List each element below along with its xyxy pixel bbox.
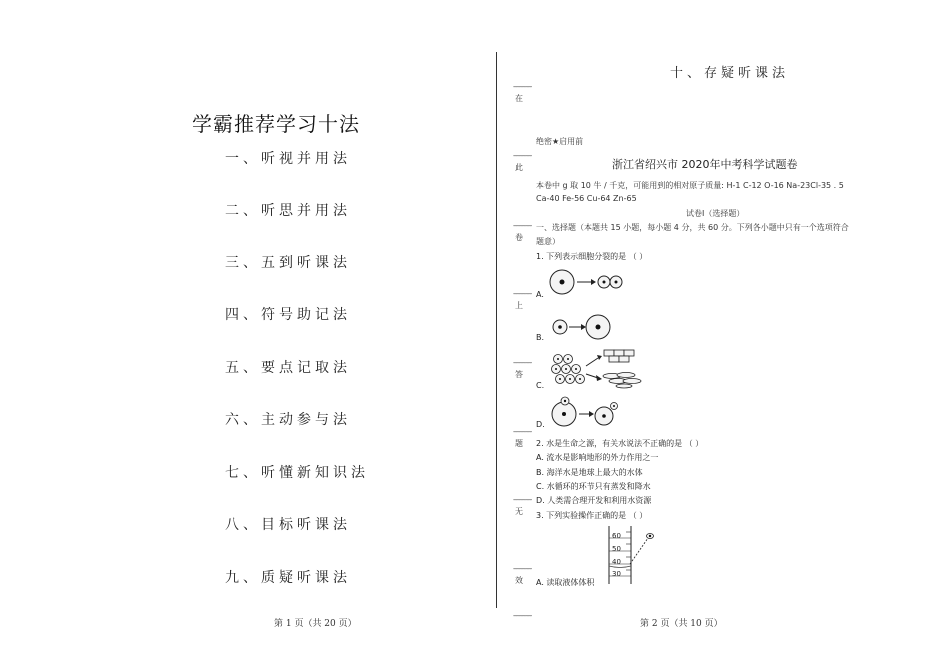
margin-dash: ------------ [513, 290, 532, 298]
method-title-10: 十、存疑听课法 [670, 66, 790, 81]
option-label: A. [536, 290, 544, 299]
option-text: C. 水循环的环节只有蒸发和降水 [536, 482, 651, 491]
margin-char: 卷 [515, 233, 523, 242]
method-item: 二、听思并用法 [225, 203, 351, 219]
question-stem: 1. 下列表示细胞分裂的是 （ ） [536, 252, 648, 261]
method-item: 九、质疑听课法 [225, 570, 351, 586]
exam-title: 浙江省绍兴市 2020年中考科学试题卷 [612, 158, 798, 171]
margin-dash: ------------ [513, 612, 532, 620]
method-item: 八、目标听课法 [225, 517, 351, 533]
method-item: 五、要点记取法 [225, 360, 351, 376]
margin-dash: ------------ [513, 565, 532, 573]
margin-char: 无 [515, 507, 523, 516]
margin-char: 答 [515, 370, 523, 379]
page-title: 学霸推荐学习十法 [192, 112, 360, 136]
margin-char: 效 [515, 576, 523, 585]
margin-dash: ------------ [513, 83, 532, 91]
cylinder-mark: 30 [612, 570, 621, 578]
margin-char: 在 [515, 94, 523, 103]
question-stem: 2. 水是生命之源，有关水说法不正确的是 （ ） [536, 439, 704, 448]
option-label: B. [536, 333, 545, 342]
method-item: 六、主动参与法 [225, 412, 351, 428]
section-instructions: 题意） [536, 237, 560, 246]
section-title: 试卷Ⅰ（选择题） [686, 209, 745, 218]
method-item: 四、符号助记法 [225, 307, 351, 323]
option-text: A. 流水是影响地形的外力作用之一 [536, 453, 659, 462]
cell-differentiation-figure-c [548, 348, 644, 390]
exam-info-line: 本卷中 g 取 10 牛 / 千克，可能用到的相对原子质量: H-1 C-12 O-16 Na-23Cl-35 . 5 [536, 181, 844, 190]
margin-dash: ------------ [513, 496, 532, 504]
margin-dash: ------------ [513, 359, 532, 367]
page-footer-left: 第 1 页（共 20 页） [274, 619, 357, 629]
cylinder-mark: 40 [612, 558, 621, 566]
option-label: C. [536, 381, 545, 390]
page-footer-right: 第 2 页（共 10 页） [640, 619, 723, 629]
cell-division-figure-a [548, 266, 624, 298]
option-label: D. [536, 420, 545, 429]
cylinder-mark: 50 [612, 545, 621, 553]
margin-char: 题 [515, 439, 523, 448]
graduated-cylinder-figure [604, 526, 660, 584]
exam-info-line: Ca-40 Fe-56 Cu-64 Zn-65 [536, 194, 637, 203]
secret-label: 绝密★启用前 [536, 137, 584, 146]
method-item: 一、听视并用法 [225, 151, 351, 167]
option-text: D. 人类需合理开发和利用水资源 [536, 496, 652, 505]
option-text: A. 读取液体体积 [536, 578, 595, 587]
method-item: 七、听懂新知识法 [225, 465, 369, 481]
margin-dash: ------------ [513, 222, 532, 230]
margin-char: 上 [515, 301, 523, 310]
page-divider [496, 52, 497, 608]
cylinder-mark: 60 [612, 532, 621, 540]
question-stem: 3. 下列实验操作正确的是 （ ） [536, 511, 648, 520]
margin-dash: ------------ [513, 428, 532, 436]
cell-division-figure-d [548, 396, 622, 430]
method-item: 三、五到听课法 [225, 255, 351, 271]
section-instructions: 一、选择题（本题共 15 小题，每小题 4 分，共 60 分。下列各小题中只有一个选项符合 [536, 223, 849, 232]
option-text: B. 海洋水是地球上最大的水体 [536, 468, 643, 477]
margin-char: 此 [515, 163, 523, 172]
margin-dash: ------------ [513, 152, 532, 160]
cell-growth-figure-b [548, 312, 614, 342]
